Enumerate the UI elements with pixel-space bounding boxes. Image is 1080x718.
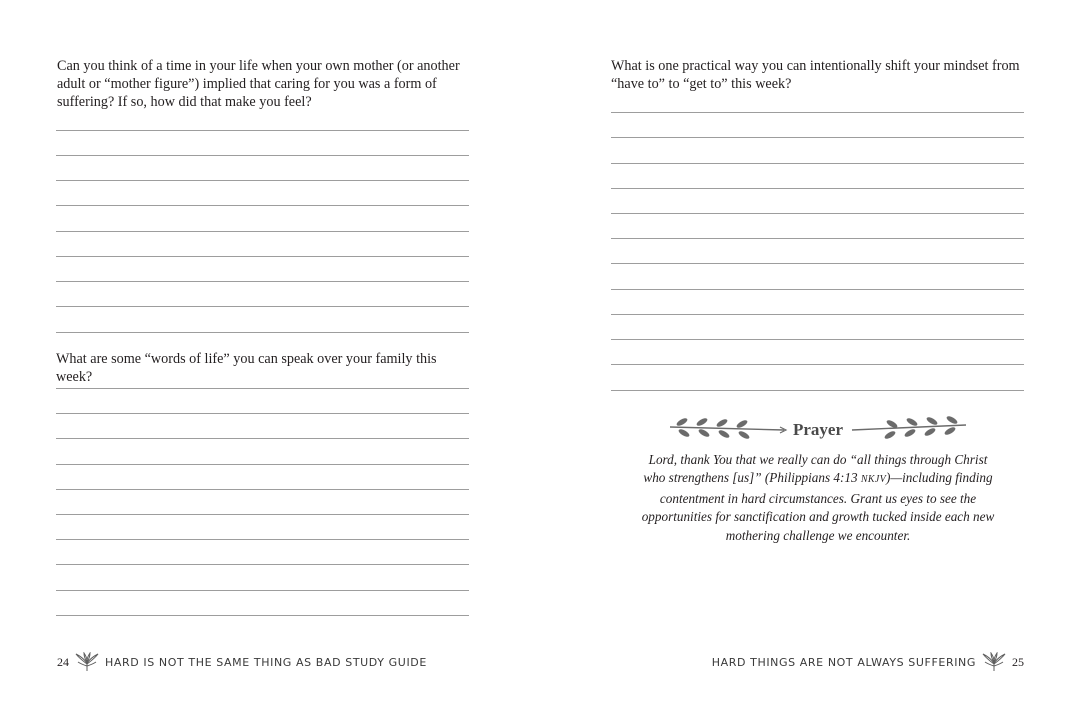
- footer-left: [57, 652, 427, 672]
- answer-line[interactable]: [56, 256, 469, 257]
- answer-line[interactable]: [56, 332, 469, 333]
- answer-line[interactable]: [611, 137, 1024, 138]
- answer-line[interactable]: [56, 438, 469, 439]
- answer-line[interactable]: [56, 590, 469, 591]
- bible-version: NKJV: [860, 474, 886, 486]
- answer-line[interactable]: [611, 213, 1024, 214]
- answer-line[interactable]: [56, 564, 469, 565]
- answer-line[interactable]: [56, 615, 469, 616]
- answer-line[interactable]: [611, 364, 1024, 365]
- prayer-text-part-2: )—including finding contentment in hard circumstances. Grant us eyes to see the opportunities for sanctification and growth tucked inside each new mothering challenge we encounter.: [641, 470, 995, 543]
- page-number: 24: [57, 654, 69, 669]
- answer-line[interactable]: [611, 289, 1024, 290]
- prayer-header: [668, 410, 968, 450]
- right-page: [540, 0, 1080, 718]
- plant-sprig-icon: [75, 652, 99, 672]
- prayer-text: [638, 451, 998, 545]
- answer-line[interactable]: [611, 390, 1024, 391]
- prayer-text-part-1: Lord, thank You that we really can do “all things through Christ who strengthens [us]” (Philippians 4:13: [643, 452, 988, 486]
- answer-line[interactable]: [56, 130, 469, 131]
- answer-line[interactable]: [56, 306, 469, 307]
- page-number: 25: [1012, 654, 1024, 669]
- answer-line[interactable]: [56, 413, 469, 414]
- question-have-to-get-to: What is one practical way you can intentionally shift your mindset from “have to” to “get to” this week?: [611, 58, 1020, 92]
- answer-line[interactable]: [56, 180, 469, 181]
- plant-sprig-icon: [982, 652, 1006, 672]
- answer-line[interactable]: [611, 314, 1024, 315]
- answer-line[interactable]: [611, 163, 1024, 164]
- question-childhood-mother: Can you think of a time in your life when your own mother (or another adult or “mother figure”) implied that caring for you was a form of suffering? If so, how did that make you feel?: [57, 58, 460, 110]
- answer-line[interactable]: [611, 339, 1024, 340]
- answer-line[interactable]: [56, 205, 469, 206]
- answer-line[interactable]: [56, 388, 469, 389]
- answer-line[interactable]: [56, 231, 469, 232]
- answer-line[interactable]: [56, 489, 469, 490]
- answer-line[interactable]: [611, 263, 1024, 264]
- answer-line[interactable]: [56, 539, 469, 540]
- answer-line[interactable]: [56, 464, 469, 465]
- footer-right: [712, 652, 1024, 672]
- answer-line[interactable]: [56, 514, 469, 515]
- running-head: HARD THINGS ARE NOT ALWAYS SUFFERING: [711, 655, 976, 669]
- answer-line[interactable]: [611, 188, 1024, 189]
- answer-line[interactable]: [56, 155, 469, 156]
- answer-line[interactable]: [611, 112, 1024, 113]
- running-head: HARD IS NOT THE SAME THING AS BAD STUDY GUIDE: [105, 655, 427, 669]
- prayer-title: Prayer: [792, 420, 844, 439]
- question-words-of-life: What are some “words of life” you can speak over your family this week?: [56, 351, 437, 385]
- answer-line[interactable]: [611, 238, 1024, 239]
- answer-line[interactable]: [56, 281, 469, 282]
